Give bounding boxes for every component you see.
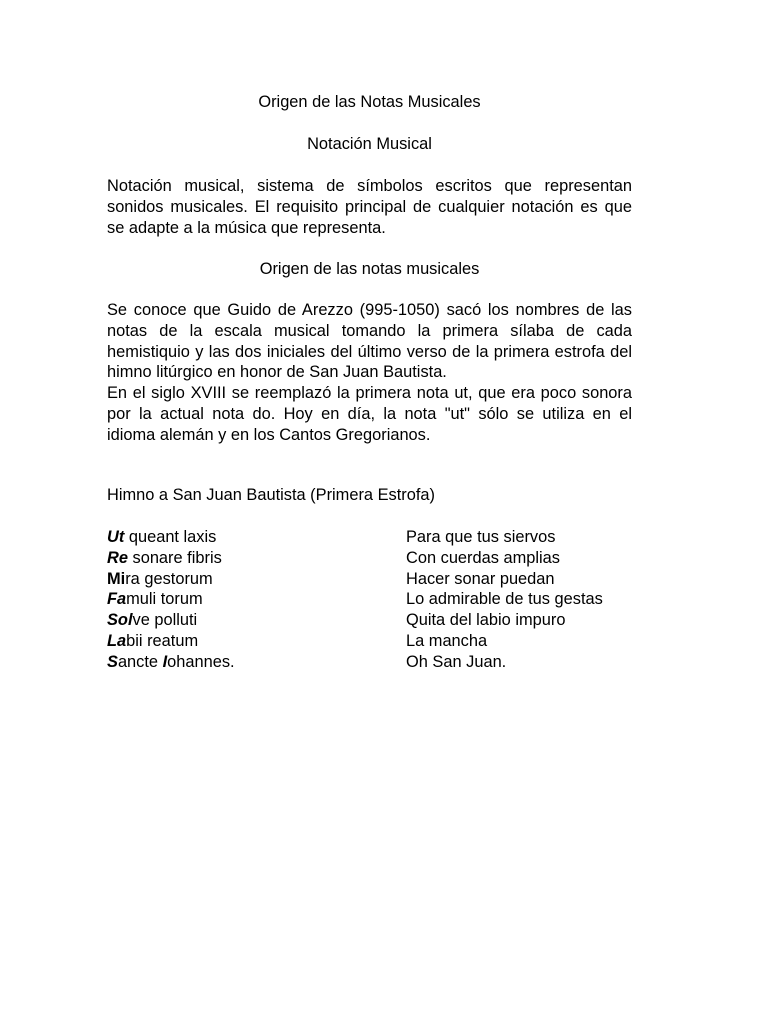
intro-paragraph <box>107 176 632 238</box>
hymn-verse-rest: ancte <box>117 652 163 671</box>
intro-line: se adapte a la música que representa. <box>107 218 386 237</box>
hymn-row <box>107 610 632 631</box>
hymn-latin-verse <box>107 631 406 652</box>
hymn-row <box>107 569 632 590</box>
hymn-syllable: Fa <box>107 590 127 609</box>
hymn-latin-verse <box>107 610 406 631</box>
origin-line: En el siglo XVIII se reemplazó la primera nota ut, que era poco sonora <box>107 384 632 403</box>
hymn-verse-rest: queant laxis <box>124 528 217 546</box>
hymn-translation: Hacer sonar puedan <box>406 569 555 588</box>
hymn-verse-rest: ve polluti <box>132 611 198 630</box>
origin-line: Se conoce que Guido de Arezzo (995-1050) sacó los nombres de las <box>107 301 632 319</box>
hymn-latin-verse <box>107 569 406 590</box>
origin-line: notas de la escala musical tomando la primera sílaba de cada <box>107 321 632 340</box>
hymn-syllable: S <box>107 652 118 671</box>
origin-line: por la actual nota do. Hoy en día, la nota "ut" sólo se utiliza en el <box>107 404 632 423</box>
hymn-verse-rest: ohannes. <box>167 652 235 671</box>
origin-line: hemistiquio y las dos iniciales del último verso de la primera estrofa del <box>107 342 632 361</box>
hymn-row <box>107 527 632 548</box>
section-heading-notacion: Notación Musical <box>307 135 432 153</box>
hymn-syllable: Ut <box>107 528 125 546</box>
hymn-translation: Para que tus siervos <box>406 528 556 546</box>
intro-line: sonidos musicales. El requisito principal de cualquier notación es que <box>107 197 632 216</box>
hymn-translation: Lo admirable de tus gestas <box>406 590 603 609</box>
hymn-syllable: Mi <box>107 569 126 588</box>
hymn-syllable: La <box>107 631 127 650</box>
document-title: Origen de las Notas Musicales <box>258 93 481 111</box>
hymn-latin-verse <box>107 527 406 548</box>
hymn-verse-rest: ra gestorum <box>125 569 213 588</box>
hymn-translation: Oh San Juan. <box>406 652 507 671</box>
hymn-translation: Con cuerdas amplias <box>406 548 560 567</box>
intro-line: Notación musical, sistema de símbolos escritos que representan <box>107 177 632 195</box>
hymn-syllable: Sol <box>107 611 133 630</box>
hymn-table <box>107 527 632 673</box>
hymn-verse-rest: bii reatum <box>126 631 199 650</box>
hymn-latin-verse <box>107 548 406 569</box>
section-heading-origen: Origen de las notas musicales <box>259 260 480 278</box>
hymn-latin-verse <box>107 652 406 673</box>
hymn-row <box>107 548 632 569</box>
hymn-verse-rest: muli torum <box>126 590 203 609</box>
hymn-latin-verse <box>107 589 406 610</box>
hymn-translation: Quita del labio impuro <box>406 611 566 630</box>
hymn-heading: Himno a San Juan Bautista (Primera Estrofa) <box>107 486 435 504</box>
hymn-syllable: Re <box>107 548 128 567</box>
hymn-verse-rest: sonare fibris <box>127 548 222 567</box>
origin-line: idioma alemán y en los Cantos Gregorianos. <box>107 425 431 444</box>
hymn-syllable: I <box>162 652 168 671</box>
hymn-row <box>107 631 632 652</box>
hymn-translation: La mancha <box>406 631 488 650</box>
hymn-row <box>107 589 632 610</box>
origin-paragraph <box>107 300 632 446</box>
hymn-row <box>107 652 632 673</box>
origin-line: himno litúrgico en honor de San Juan Bautista. <box>107 363 447 382</box>
